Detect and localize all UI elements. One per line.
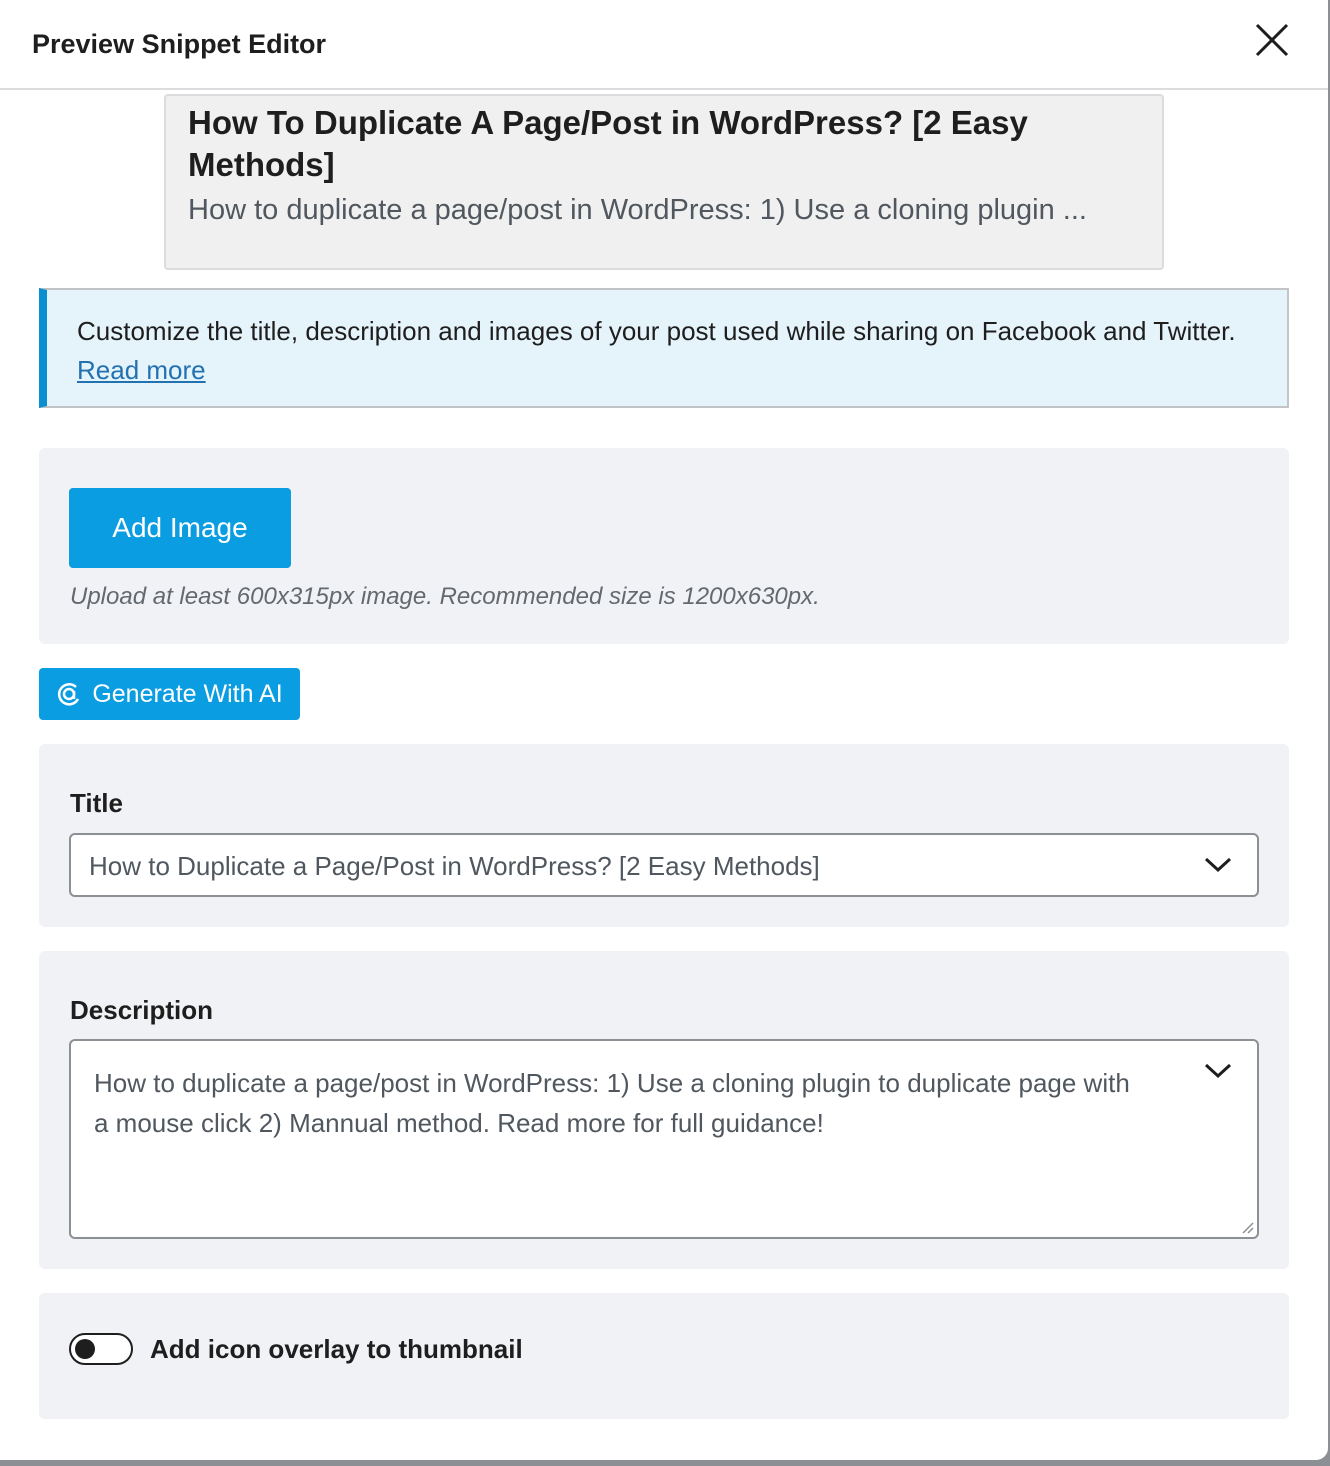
overlay-panel (39, 1293, 1289, 1419)
overlay-label: Add icon overlay to thumbnail (150, 1334, 523, 1364)
icon-overlay-toggle[interactable] (69, 1333, 133, 1365)
ai-icon (56, 681, 82, 707)
modal-header (0, 0, 1328, 90)
title-input[interactable] (69, 833, 1259, 897)
preview-title: How To Duplicate A Page/Post in WordPress? [2 Easy Methods] (188, 104, 1028, 183)
description-value: How to duplicate a page/post in WordPress: 1) Use a cloning plugin to duplicate page with a mouse click 2) Mannual method. Read more for full guidance! (94, 1068, 1130, 1138)
resize-handle-icon[interactable] (1239, 1219, 1255, 1235)
image-hint: Upload at least 600x315px image. Recommended size is 1200x630px. (70, 583, 820, 610)
add-image-button[interactable]: Add Image (69, 488, 291, 568)
description-panel (39, 951, 1289, 1269)
generate-with-ai-label: Generate With AI (92, 679, 283, 708)
info-notice (39, 288, 1289, 408)
generate-with-ai-button[interactable] (39, 668, 300, 720)
description-label: Description (70, 995, 214, 1025)
snippet-preview-card (164, 94, 1164, 270)
toggle-knob (75, 1339, 95, 1359)
title-label: Title (70, 788, 123, 818)
preview-description: How to duplicate a page/post in WordPress: 1) Use a cloning plugin ... (188, 194, 1087, 226)
read-more-link[interactable]: Read more (77, 355, 206, 385)
chevron-down-icon[interactable] (1203, 855, 1233, 875)
notice-text: Customize the title, description and images of your post used while sharing on Facebook and Twitter. (77, 316, 1236, 346)
chevron-down-icon[interactable] (1203, 1061, 1233, 1081)
modal-title: Preview Snippet Editor (32, 28, 327, 59)
title-panel (39, 744, 1289, 927)
image-panel (39, 448, 1289, 644)
description-textarea[interactable] (69, 1039, 1259, 1239)
title-value: How to Duplicate a Page/Post in WordPress? [2 Easy Methods] (89, 851, 820, 881)
close-icon[interactable] (1254, 22, 1290, 58)
